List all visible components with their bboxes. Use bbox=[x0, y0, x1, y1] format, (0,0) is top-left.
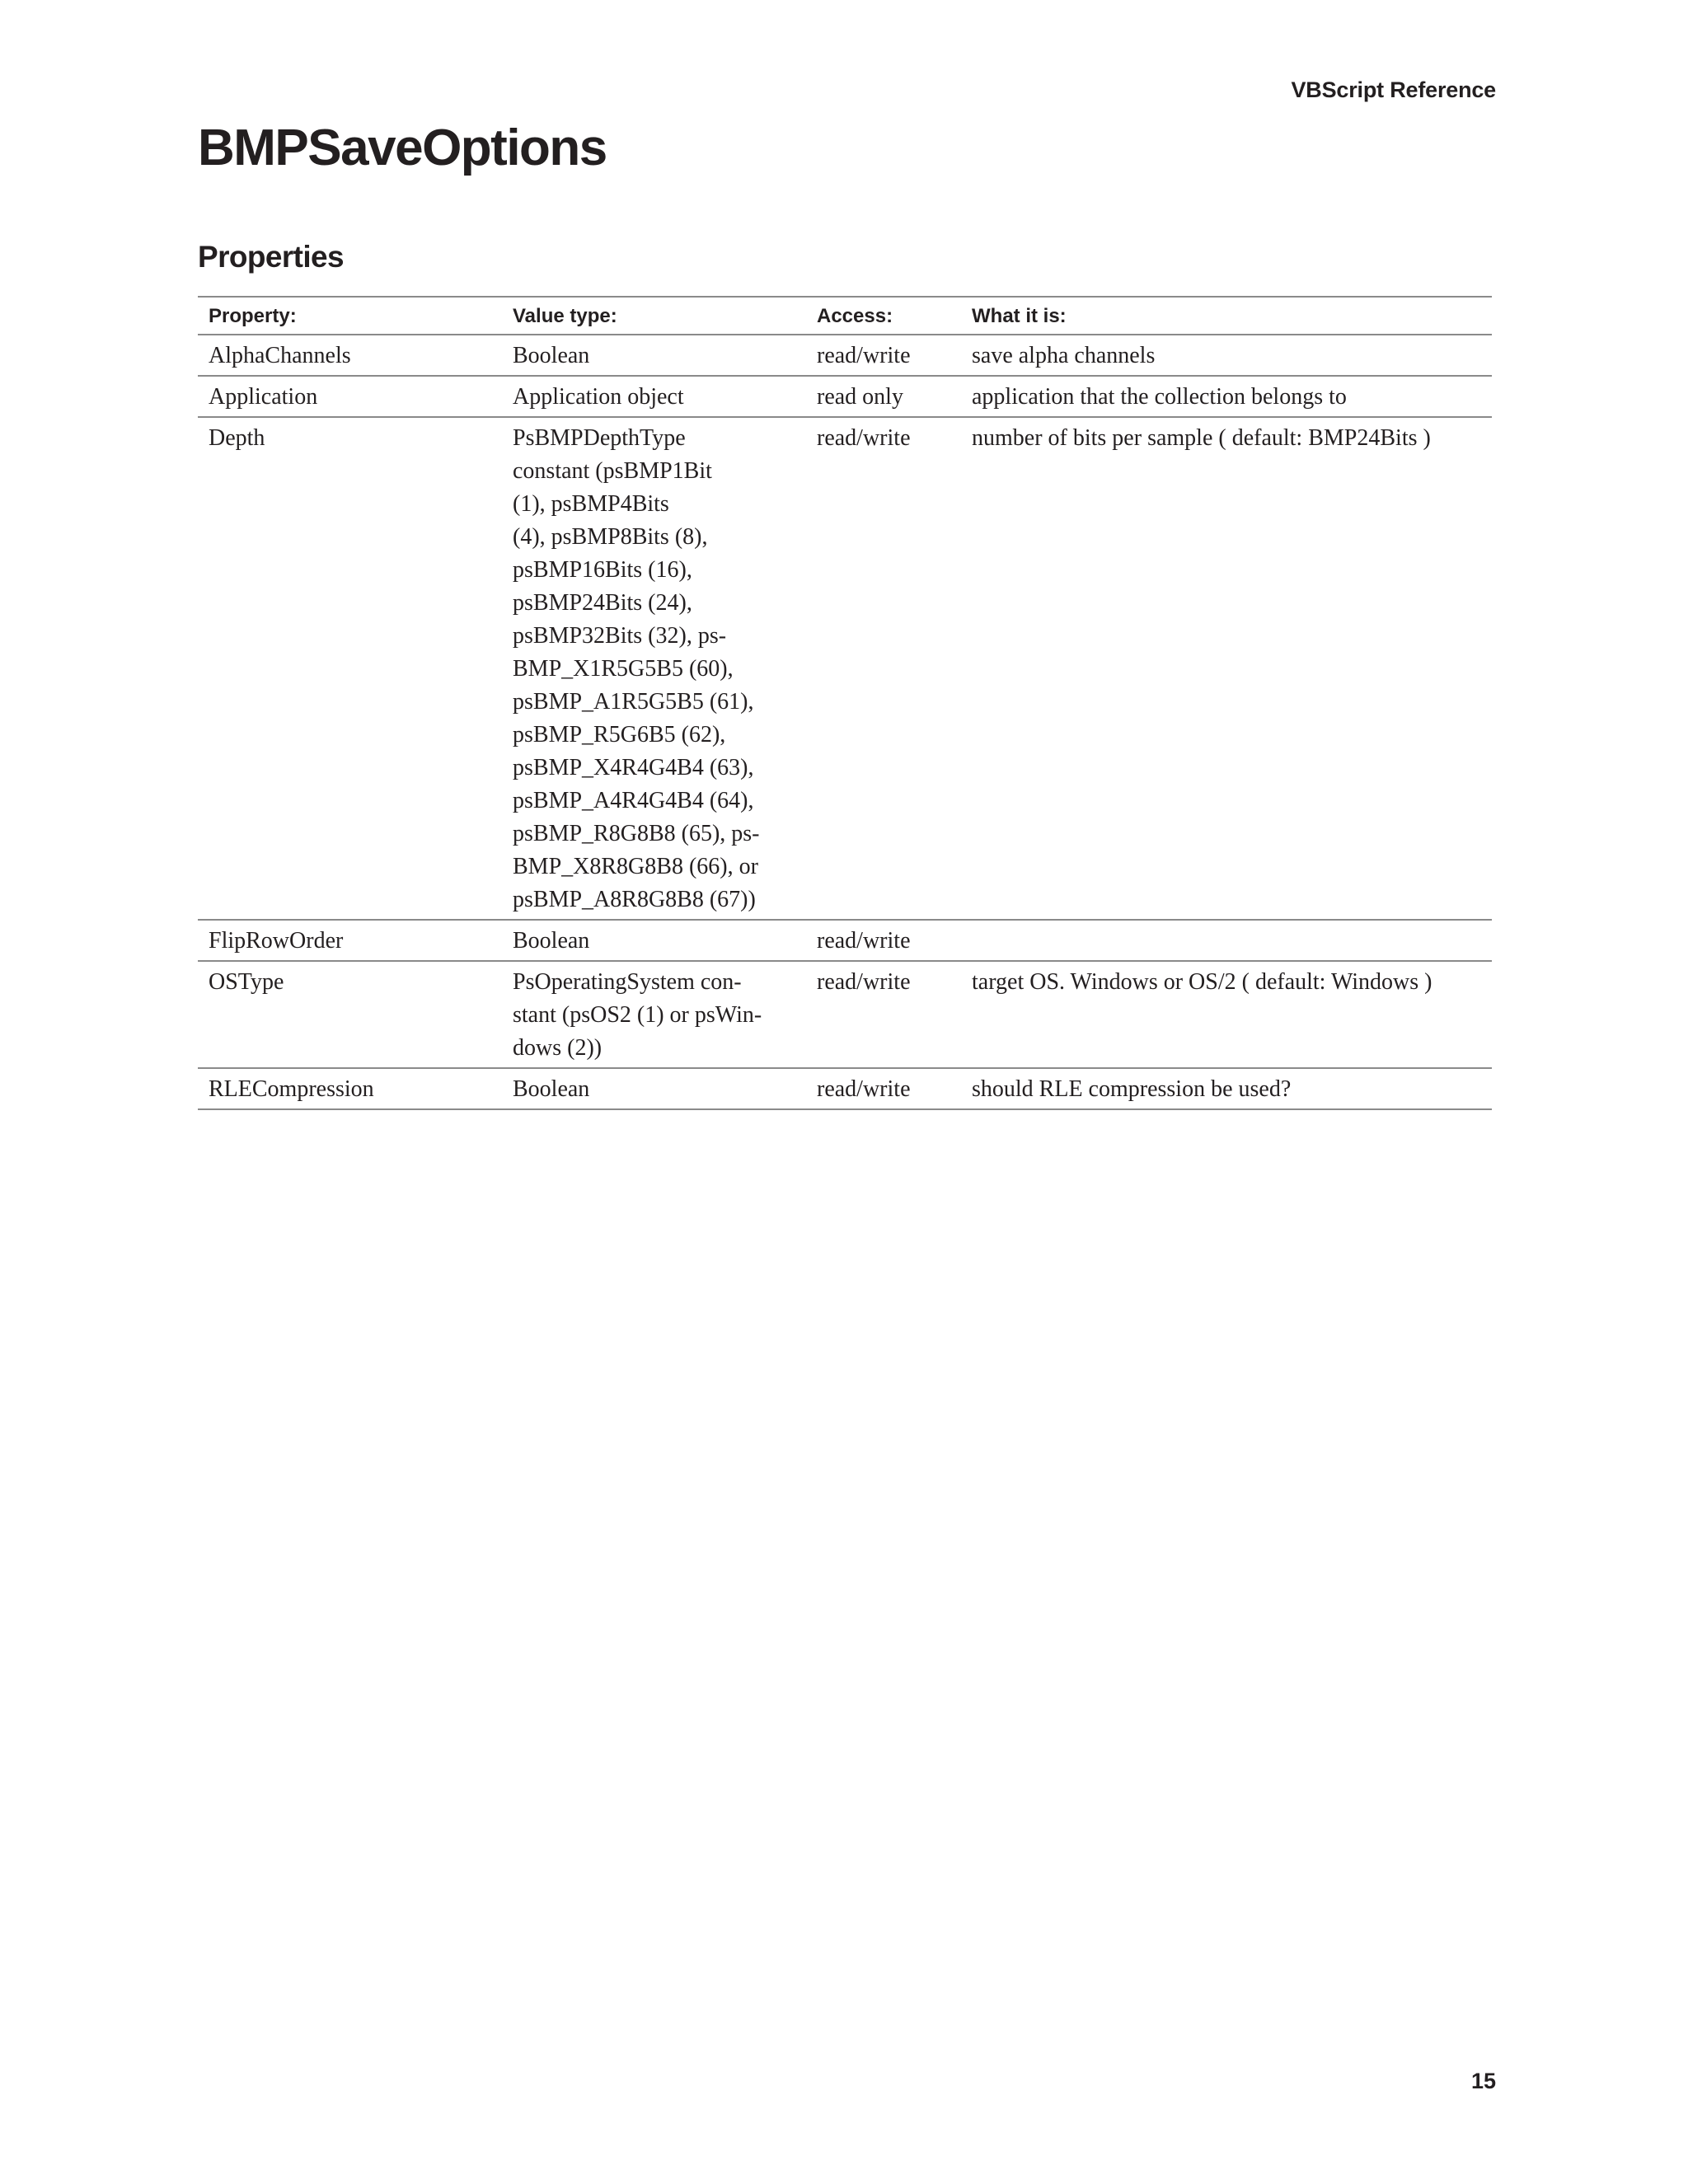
cell-property: OSType bbox=[198, 961, 502, 1068]
cell-description: target OS. Windows or OS/2 ( default: Windows ) bbox=[961, 961, 1492, 1068]
table-row bbox=[198, 376, 1492, 417]
column-header-description: What it is: bbox=[961, 297, 1492, 335]
column-header-value-type: Value type: bbox=[502, 297, 806, 335]
cell-value-type: Boolean bbox=[502, 1068, 806, 1109]
cell-access: read/write bbox=[806, 920, 961, 961]
column-header-access: Access: bbox=[806, 297, 961, 335]
cell-value-type: Boolean bbox=[502, 335, 806, 376]
cell-value-type: Boolean bbox=[502, 920, 806, 961]
cell-description: save alpha channels bbox=[961, 335, 1492, 376]
cell-property: Depth bbox=[198, 417, 502, 920]
table-header-row bbox=[198, 297, 1492, 335]
cell-access: read/write bbox=[806, 1068, 961, 1109]
cell-description bbox=[961, 920, 1492, 961]
column-header-property: Property: bbox=[198, 297, 502, 335]
table-row bbox=[198, 335, 1492, 376]
cell-description: number of bits per sample ( default: BMP24Bits ) bbox=[961, 417, 1492, 920]
page-number: 15 bbox=[1470, 2069, 1496, 2093]
properties-table bbox=[198, 296, 1492, 1110]
table-row bbox=[198, 920, 1492, 961]
cell-property: RLECompression bbox=[198, 1068, 502, 1109]
cell-property: Application bbox=[198, 376, 502, 417]
page-title: BMPSaveOptions bbox=[198, 120, 607, 176]
cell-description: application that the collection belongs to bbox=[961, 376, 1492, 417]
cell-access: read/write bbox=[806, 961, 961, 1068]
cell-access: read only bbox=[806, 376, 961, 417]
cell-value-type: PsOperatingSystem con- stant (psOS2 (1) or psWin- dows (2)) bbox=[502, 961, 806, 1068]
running-head: VBScript Reference bbox=[1291, 77, 1496, 102]
cell-value-type: PsBMPDepthType constant (psBMP1Bit (1), psBMP4Bits (4), psBMP8Bits (8), psBMP16Bits (16), psBMP24Bits (24), psBMP32Bits (32), ps- BMP_X1R5G5B5 (60), psBMP_A1R5G5B5 (61), psBMP_R5G6B5 (62), psBMP_X4R4G4B4 (63), psBMP_A4R4G4B4 (64), psBMP_R8G8B8 (65), ps- BMP_X8R8G8B8 (66), or psBMP_A8R8G8B8 (67)) bbox=[502, 417, 806, 920]
cell-description: should RLE compression be used? bbox=[961, 1068, 1492, 1109]
table-row bbox=[198, 1068, 1492, 1109]
section-heading: Properties bbox=[198, 240, 345, 274]
table-row bbox=[198, 417, 1492, 920]
cell-property: FlipRowOrder bbox=[198, 920, 502, 961]
cell-access: read/write bbox=[806, 335, 961, 376]
cell-access: read/write bbox=[806, 417, 961, 920]
cell-property: AlphaChannels bbox=[198, 335, 502, 376]
cell-value-type: Application object bbox=[502, 376, 806, 417]
table-row bbox=[198, 961, 1492, 1068]
